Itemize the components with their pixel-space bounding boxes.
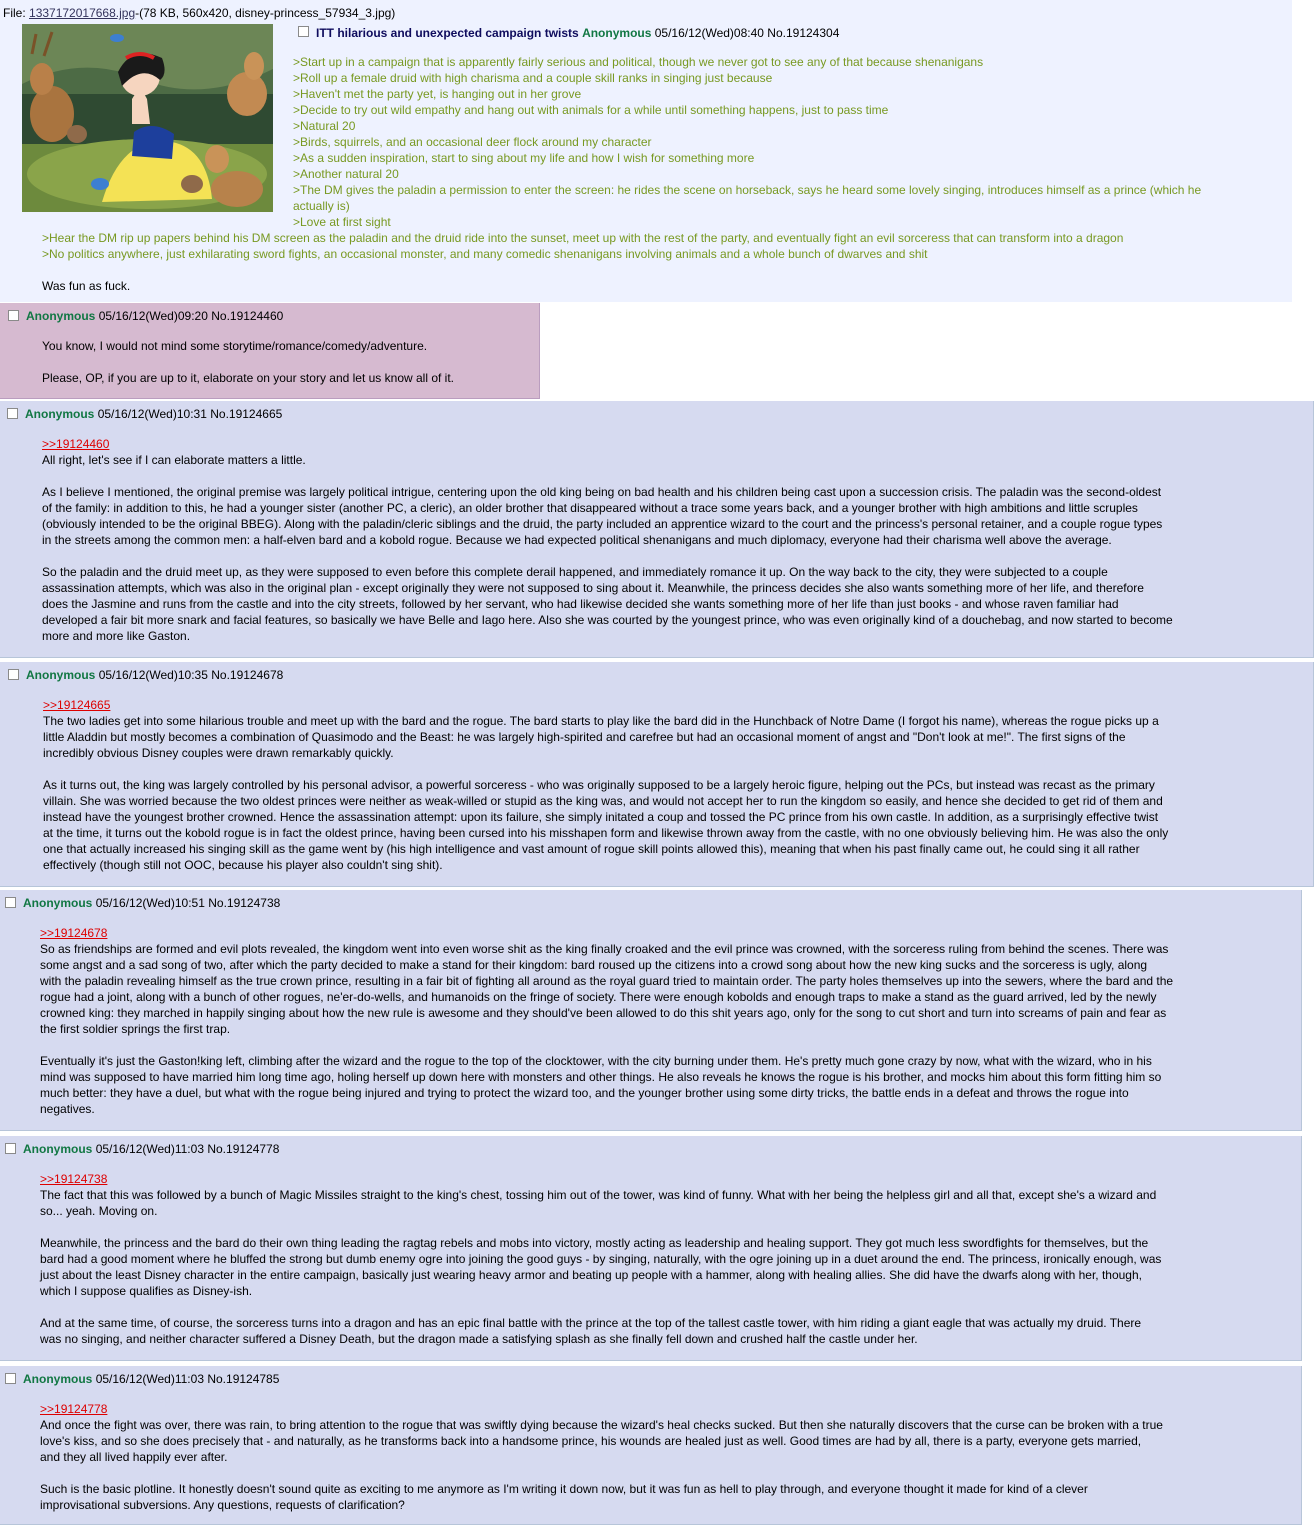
op-greentext-block: [293, 54, 1201, 230]
greentext-line: >The DM gives the paladin a permission to enter the screen: he rides the scene on horseback, says he heard some lovely singing, introduces himself as a prince (which he: [293, 183, 1202, 197]
greentext-line: >Start up in a campaign that is apparently fairly serious and political, though we never got to see any of that because shenanigans: [293, 55, 984, 69]
message-paragraph: [40, 1235, 1274, 1299]
post-number[interactable]: No.19124678: [211, 668, 284, 682]
post-select-checkbox[interactable]: [5, 1373, 16, 1384]
message-line: some angst and a sad song of two, after which the party decided to make a stand for their kingdom: bard roused up the citizens into a crowd song about how the new king sucks and the sorceress is ugly, along: [40, 958, 1148, 972]
message-line: As it turns out, the king was largely controlled by his personal advisor, a powerful sorceress - who was originally supposed to be a largely heroic figure, helping out the PCs, but instead was recast as the primary: [43, 778, 1155, 792]
post-number[interactable]: No.19124665: [210, 407, 283, 421]
message-line: So the paladin and the druid meet up, as they were supposed to even before this complete derail happened, and immediately romance it up. On the way back to the city, they were subjected to a couple: [42, 565, 1108, 579]
message-paragraph: [40, 941, 1274, 1037]
message-line: The fact that this was followed by a bunch of Magic Missiles straight to the king's chest, tossing him out of the tower, was kind of funny. What with her being the helpless girl and all that, except she's a wizard and: [40, 1188, 1157, 1202]
message-line: mind was supposed to have married him long time ago, holing herself up down here with monsters and other things. He also reveals he knows the rogue is his brother, and mocks him about this form fitting him so: [40, 1070, 1162, 1084]
post-message: [40, 1401, 1274, 1513]
message-line: And at the same time, of course, the sorceress turns into a dragon and has an epic final battle with the prince at the top of the tallest castle tower, with him riding a giant eagle that was actually my druid. There: [40, 1316, 1142, 1330]
op-thumbnail-image[interactable]: [22, 24, 273, 212]
poster-name: Anonymous: [582, 26, 652, 40]
message-paragraph: [40, 1417, 1274, 1465]
post-datetime: 05/16/12(Wed)11:03: [95, 1372, 204, 1386]
message-paragraph: [42, 452, 1286, 468]
message-line: rogue had a joint, along with a bunch of other rogues, ne'er-do-wells, and humanoids on the fringe of society. There were enough kobolds and enough traps to make a stand as the guard arrived, led by the newly: [40, 990, 1157, 1004]
message-paragraph: [40, 1187, 1274, 1219]
message-line: effectively (though still not OOC, because his player also couldn't sing shit).: [43, 858, 443, 872]
message-line: does the Jasmine and runs from the castle and into the city streets, followed by her servant, who had likewise decided she wants something more of her life than just books - and whose raven familiar had: [42, 597, 1119, 611]
message-line: You know, I would not mind some storytime/romance/comedy/adventure.: [42, 339, 428, 353]
greentext-line: actually is): [293, 199, 350, 213]
message-line: bard had a good moment where he bluffed the strong but dumb enemy ogre into joining the good guys - by singing, naturally, with the ogre joining up in a duet around the end. The princess, ironically enough, was: [40, 1252, 1162, 1266]
file-info: [3, 6, 395, 20]
message-line: more and more like Gaston.: [42, 629, 191, 643]
message-line: incredibly obvious Disney couples were drawn remarkably quickly.: [43, 746, 394, 760]
message-line: and they all lived happily ever after.: [40, 1450, 228, 1464]
post-datetime: 05/16/12(Wed)10:35: [98, 668, 208, 682]
message-line: at the time, it turns out the kobold rogue is in fact the oldest prince, having been cursed into his misshapen form and likewise thrown away from the castle, with no one obviously believing him. He was also the only: [43, 826, 1169, 840]
post-select-checkbox[interactable]: [8, 669, 19, 680]
greentext-line: >Decide to try out wild empathy and hang out with animals for a while until something happens, just to pass time: [293, 103, 889, 117]
post-select-checkbox[interactable]: [5, 897, 16, 908]
poster-name: Anonymous: [26, 668, 96, 682]
quote-link[interactable]: >>19124678: [40, 926, 108, 940]
post-number[interactable]: No.19124785: [207, 1372, 280, 1386]
message-paragraph: [42, 370, 512, 386]
file-label: File:: [3, 6, 26, 20]
greentext-line: >Birds, squirrels, and an occasional deer flock around my character: [293, 135, 652, 149]
post-number[interactable]: No.19124460: [211, 309, 284, 323]
reply-post: [0, 303, 540, 399]
message-paragraph: [42, 484, 1286, 548]
message-line: Please, OP, if you are up to it, elaborate on your story and let us know all of it.: [42, 371, 455, 385]
message-line: of the family: in addition to this, he had a younger sister (another PC, a cleric), an older brother that disappeared without a trace some years back, and a younger brother with high ambitions and little scruples: [42, 501, 1138, 515]
post-message: [40, 925, 1274, 1117]
message-line: much better: they have a duel, but what with the rogue being injured and trying to protect the wizard too, and the younger brother using some dirty tricks, the battle ends in a defeat and throws the rogue into: [40, 1086, 1129, 1100]
message-paragraph: [42, 338, 512, 354]
message-line: crowned king: they marched in happily singing about how the new rule is awesome and they should've been allowed to do this shit years ago, only for the song to cut short and turn into screams of pain and fear as: [40, 1006, 1167, 1020]
message-paragraph: [40, 1053, 1274, 1117]
message-line: improvisational subversions. Any questions, requests of clarification?: [40, 1498, 405, 1512]
quote-link[interactable]: >>19124738: [40, 1172, 108, 1186]
poster-name: Anonymous: [26, 309, 96, 323]
message-line: one that actually increased his singing skill as the game went by (his high intelligence and vast amount of rogue skill points allowed this), meaning that when his past finally came out, he could sing it all rather: [43, 842, 1140, 856]
message-paragraph: [43, 777, 1286, 873]
message-line: so... yeah. Moving on.: [40, 1204, 158, 1218]
reply-post: [0, 662, 1314, 887]
post-message: [40, 1171, 1274, 1347]
message-line: assassination attempts, which was also in the original plan - except originally they were not supposed to sing about it. Meanwhile, the princess decides she also wants something more of her life, and therefore: [42, 581, 1144, 595]
op-closing-text: Was fun as fuck.: [42, 279, 131, 293]
poster-name: Anonymous: [23, 1142, 93, 1156]
post-select-checkbox[interactable]: [5, 1143, 16, 1154]
post-datetime: 05/16/12(Wed)09:20: [98, 309, 208, 323]
message-line: (obviously intended to be the original BBEG). Along with the paladin/cleric siblings and the druid, the party included an apprentice wizard to the court and the princess's personal retainer, and a couple rogue types: [42, 517, 1163, 531]
message-line: Meanwhile, the princess and the bard do their own thing leading the ragtag rebels and mobs into victory, mostly acting as leadership and healing support. They got much less swordfights for themselves, but the: [40, 1236, 1149, 1250]
message-line: little Aladdin but mostly becomes a combination of Quasimodo and the Beast: he was largely high-spirited and carefree but had an occasional moment of angst and "Don't look at me!". The first signs of the: [43, 730, 1126, 744]
message-line: negatives.: [40, 1102, 95, 1116]
message-line: Eventually it's just the Gaston!king left, climbing after the wizard and the rogue to the top of the clocktower, with the city burning under them. He's pretty much gone crazy by now, what with the wizard, who in his: [40, 1054, 1152, 1068]
message-paragraph: [42, 564, 1286, 644]
post-datetime: 05/16/12(Wed)10:51: [95, 896, 205, 910]
greentext-line: >As a sudden inspiration, start to sing about my life and how I wish for something more: [293, 151, 755, 165]
post-number[interactable]: No.19124738: [208, 896, 281, 910]
message-line: developed a fair bit more snark and facial features, so basically we have Belle and Iago here. Also she was courted by the youngest prince, who was even originally kind of a douchebag, and now started to become: [42, 613, 1173, 627]
snow-white-illustration: [22, 24, 273, 212]
post-datetime: 05/16/12(Wed)10:31: [97, 407, 207, 421]
quote-link[interactable]: >>19124665: [43, 698, 111, 712]
greentext-line: >Roll up a female druid with high charisma and a couple skill ranks in singing just because: [293, 71, 773, 85]
message-line: instead have the youngest brother crowned. Hence the assassination attempt: upon its failure, she simply initated a coup and tossed the PC prince from his own castle. In addition, as a surprisingly effective twist: [43, 810, 1159, 824]
post-datetime: 05/16/12(Wed)11:03: [95, 1142, 204, 1156]
quote-link[interactable]: >>19124778: [40, 1402, 108, 1416]
message-line: was no singing, and neither character suffered a Disney Death, but the dragon made a satisfying splash as she finally fell down and crushed half the castle under her.: [40, 1332, 918, 1346]
post-number[interactable]: No.19124304: [767, 26, 840, 40]
message-line: in the streets among the common men: a half-elven bard and a kobold rogue. Because we had expected political shenanigans and much diplomacy, everyone had their charisma well above the average.: [42, 533, 1112, 547]
op-greentext-block-lower: [42, 230, 1123, 294]
message-line: As I believe I mentioned, the original premise was largely political intrigue, centering upon the old king being on bad health and his children being cast upon a succession crisis. The paladin was the second-oldest: [42, 485, 1162, 499]
reply-post-header: [23, 896, 280, 910]
message-line: just about the least Disney character in the entire campaign, basically just wearing heavy armor and beating up people with a hammer, along with healing allies. She did have the dwarfs along with her, though,: [40, 1268, 1142, 1282]
greentext-line: >Natural 20: [293, 119, 356, 133]
greentext-line: >Haven't met the party yet, is hanging out in her grove: [293, 87, 582, 101]
post-subject: ITT hilarious and unexpected campaign twists: [316, 26, 579, 40]
message-line: with the paladin revealing himself as the true crown prince, resulting in a fair bit of fighting all around as the royal guard tried to maintain order. The party holes themselves up into the sewers, where the bard and the: [40, 974, 1174, 988]
message-paragraph: [40, 1315, 1274, 1347]
reply-post-header: [23, 1372, 279, 1386]
post-message: [43, 697, 1286, 873]
reply-post: [0, 1366, 1302, 1525]
post-datetime: 05/16/12(Wed)08:40: [654, 26, 764, 40]
poster-name: Anonymous: [25, 407, 95, 421]
reply-post: [0, 1136, 1302, 1361]
reply-post-header: [26, 668, 283, 682]
message-line: Such is the basic plotline. It honestly doesn't sound quite as exciting to me anymore as I'm writing it down now, but it was fun as hell to play through, and everyone thought it made for kind of a clever: [40, 1482, 1088, 1496]
message-line: which I suppose qualifies as Disney-ish.: [40, 1284, 253, 1298]
greentext-line: >Hear the DM rip up papers behind his DM screen as the paladin and the druid ride into the sunset, meet up with the rest of the party, and eventually fight an evil sorceress that can transform into a dragon: [42, 231, 1124, 245]
message-line: So as friendships are formed and evil plots revealed, the kingdom went into even worse shit as the king finally croaked and the evil prince was crowned, with the sorceress ruling from behind the scenes. There was: [40, 942, 1169, 956]
greentext-line: >Another natural 20: [293, 167, 399, 181]
reply-post: [0, 401, 1314, 658]
op-post: [0, 0, 1292, 302]
greentext-line: >Love at first sight: [293, 215, 391, 229]
message-paragraph: [43, 713, 1286, 761]
message-line: love's kiss, and so she does precisely that - and naturally, as he transforms back into a handsome prince, his wounds are healed just as well. Good times are had by all, there is a party, everyone gets married,: [40, 1434, 1142, 1448]
post-message: [42, 436, 1286, 644]
reply-post-header: [25, 407, 282, 421]
post-select-checkbox[interactable]: [7, 408, 18, 419]
post-select-checkbox[interactable]: [8, 310, 19, 321]
message-line: All right, let's see if I can elaborate matters a little.: [42, 453, 306, 467]
post-number[interactable]: No.19124778: [207, 1142, 280, 1156]
poster-name: Anonymous: [23, 1372, 93, 1386]
quote-link[interactable]: >>19124460: [42, 437, 110, 451]
reply-post: [0, 890, 1302, 1131]
message-paragraph: [40, 1481, 1274, 1513]
message-line: villain. She was worried because the two oldest princes were neither as weak-willed or stupid as the king was, and would not accept her to run the kingdom so easily, and hence she decided to get rid of them and: [43, 794, 1163, 808]
reply-post-header: [23, 1142, 279, 1156]
greentext-line: >No politics anywhere, just exhilarating sword fights, an occasional monster, and many comedic shenanigans involving animals and a whole bunch of dwarves and shit: [42, 247, 928, 261]
post-select-checkbox[interactable]: [298, 26, 309, 37]
file-meta: -(78 KB, 560x420, disney-princess_57934_3.jpg): [135, 6, 396, 20]
post-message: [42, 338, 512, 386]
message-line: the first soldier springs the first trap.: [40, 1022, 231, 1036]
message-line: And once the fight was over, there was rain, to bring attention to the rogue that was swiftly dying because the wizard's heal checks sucked. But then she naturally discovers that the curse can be broken with a true: [40, 1418, 1163, 1432]
file-link[interactable]: 1337172017668.jpg: [29, 6, 136, 20]
poster-name: Anonymous: [23, 896, 93, 910]
op-post-header: [316, 26, 839, 40]
reply-post-header: [26, 309, 283, 323]
message-line: The two ladies get into some hilarious trouble and meet up with the bard and the rogue. The bard starts to play like the bard did in the Hunchback of Notre Dame (I forgot his name), whereas the rogue picks up a: [43, 714, 1159, 728]
